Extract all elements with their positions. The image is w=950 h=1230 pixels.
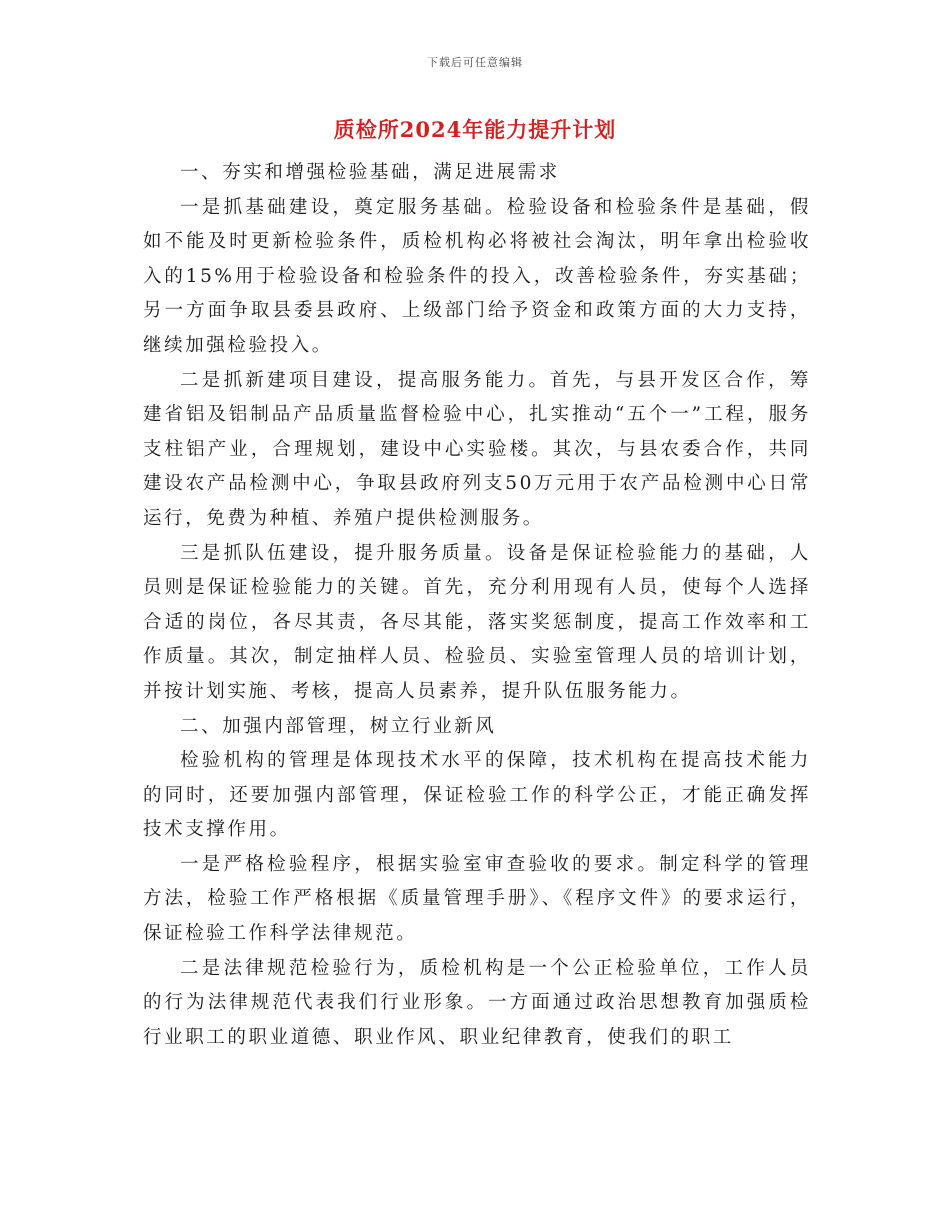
document-title: 质检所2024年能力提升计划	[333, 117, 617, 142]
paragraph: 一是抓基础建设，奠定服务基础。检验设备和检验条件是基础，假如不能及时更新检验条件，质检机构必将被社会淘汰，明年拿出检验收入的15%用于检验设备和检验条件的投入，改善检验条件，夯实基础；另一方面争取县委县政府、上级部门给予资金和政策方面的大力支持，继续加强检验投入。	[143, 196, 811, 356]
document-body	[143, 156, 811, 1055]
section-heading-1: 一、夯实和增强检验基础，满足进展需求	[180, 162, 560, 183]
section-heading-2: 二、加强内部管理，树立行业新风	[180, 715, 497, 737]
paragraph: 二是法律规范检验行为，质检机构是一个公正检验单位，工作人员的行为法律规范代表我们行业形象。一方面通过政治思想教育加强质检行业职工的职业道德、职业作风、职业纪律教育，使我们的职工	[143, 957, 811, 1048]
paragraph: 三是抓队伍建设，提升服务质量。设备是保证检验能力的基础，人员则是保证检验能力的关键。首先，充分利用现有人员，使每个人选择合适的岗位，各尽其责，各尽其能，落实奖惩制度，提高工作效率和工作质量。其次，制定抽样人员、检验员、实验室管理人员的培训计划，并按计划实施、考核，提高人员素养，提升队伍服务能力。	[143, 542, 811, 702]
paragraph: 检验机构的管理是体现技术水平的保障，技术机构在提高技术能力的同时，还要加强内部管理，保证检验工作的科学公正，才能正确发挥技术支撑作用。	[143, 750, 811, 841]
paragraph: 二是抓新建项目建设，提高服务能力。首先，与县开发区合作，筹建省铝及铝制品产品质量监督检验中心，扎实推动“五个一”工程，服务支柱铝产业，合理规划，建设中心实验楼。其次，与县农委合作，共同建设农产品检测中心，争取县政府列支50万元用于农产品检测中心日常运行，免费为种植、养殖户提供检测服务。	[143, 369, 811, 529]
header-note: 下载后可任意编辑	[427, 56, 523, 69]
paragraph: 一是严格检验程序，根据实验室审查验收的要求。制定科学的管理方法，检验工作严格根据《质量管理手册》、《程序文件》的要求运行，保证检验工作科学法律规范。	[143, 853, 811, 945]
